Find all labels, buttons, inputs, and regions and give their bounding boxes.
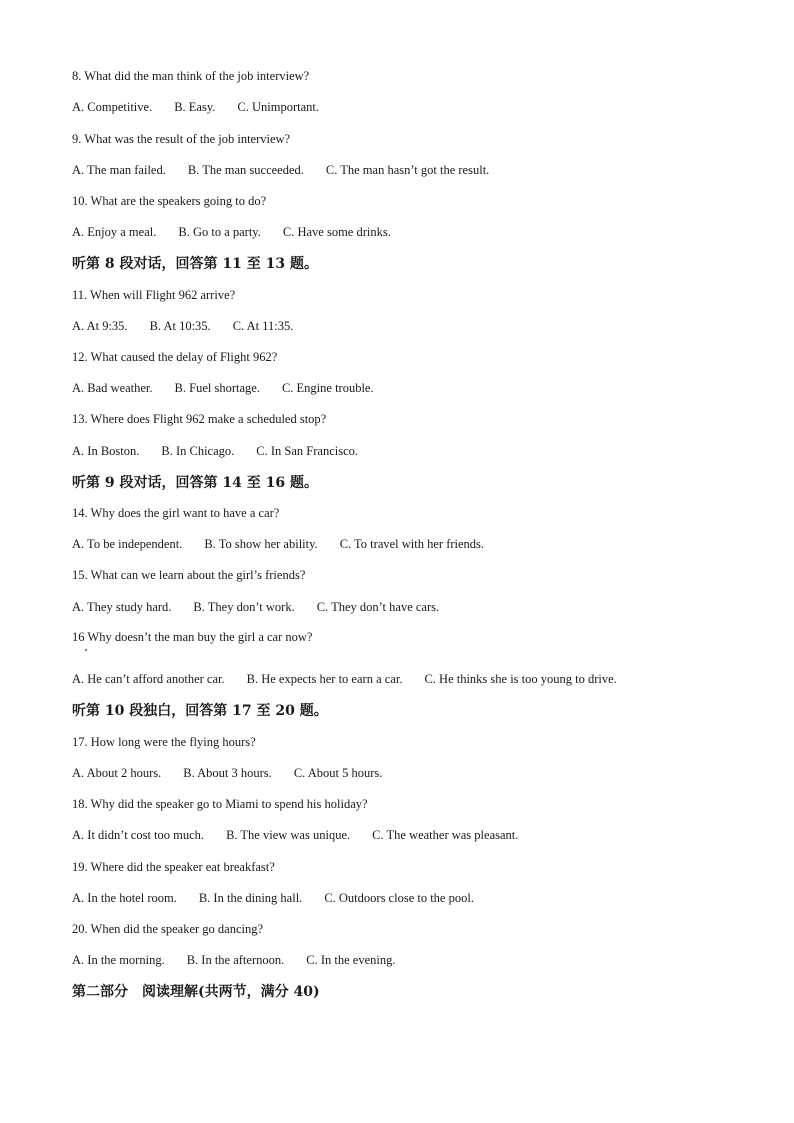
question-text: 19. Where did the speaker eat breakfast? bbox=[72, 860, 275, 874]
question-text: 16 Why doesn’t the man buy the girl a car now? bbox=[72, 630, 313, 644]
question-text: 17. How long were the flying hours? bbox=[72, 735, 256, 749]
answer-option: B. Fuel shortage. bbox=[174, 381, 260, 395]
answer-option: B. To show her ability. bbox=[204, 537, 318, 551]
question-text: 13. Where does Flight 962 make a scheduled stop? bbox=[72, 412, 327, 426]
answer-option: B. They don’t work. bbox=[193, 600, 295, 614]
section-heading: 听第 9 段对话，回答第 14 至 16 题。 bbox=[72, 475, 318, 491]
answer-option: A. In Boston. bbox=[72, 444, 140, 458]
answer-option: C. Unimportant. bbox=[237, 100, 319, 114]
answer-option: C. Engine trouble. bbox=[281, 381, 374, 395]
question-text: 9. What was the result of the job interview? bbox=[72, 132, 291, 146]
question-text: 18. Why did the speaker go to Miami to spend his holiday? bbox=[72, 797, 368, 811]
section-heading: 听第 10 段独白，回答第 17 至 20 题。 bbox=[72, 703, 328, 719]
question-text: 15. What can we learn about the girl’s friends? bbox=[72, 568, 306, 582]
answer-option: B. In Chicago. bbox=[161, 444, 235, 458]
answer-option: C. In San Francisco. bbox=[256, 444, 359, 458]
answer-option: B. About 3 hours. bbox=[183, 766, 272, 780]
question-text: 10. What are the speakers going to do? bbox=[72, 194, 267, 208]
section-heading: 第二部分 阅读理解(共两节，满分 40) bbox=[72, 984, 320, 1000]
question-text: 14. Why does the girl want to have a car? bbox=[72, 506, 280, 520]
answer-option: A. To be independent. bbox=[72, 537, 183, 551]
answer-option: B. He expects her to earn a car. bbox=[246, 672, 403, 686]
answer-options bbox=[72, 890, 474, 906]
answer-options bbox=[72, 162, 489, 178]
answer-option: A. Enjoy a meal. bbox=[72, 225, 157, 239]
answer-option: A. Bad weather. bbox=[72, 381, 153, 395]
answer-option: A. They study hard. bbox=[72, 600, 172, 614]
answer-option: C. Outdoors close to the pool. bbox=[324, 891, 474, 905]
answer-option: C. At 11:35. bbox=[232, 319, 294, 333]
answer-option: C. The man hasn’t got the result. bbox=[325, 163, 490, 177]
answer-option: C. In the evening. bbox=[306, 953, 396, 967]
answer-option: A. In the morning. bbox=[72, 953, 165, 967]
answer-options bbox=[72, 671, 617, 687]
answer-option: C. They don’t have cars. bbox=[316, 600, 440, 614]
answer-options bbox=[72, 765, 382, 781]
answer-option: B. In the afternoon. bbox=[186, 953, 285, 967]
answer-options bbox=[72, 380, 374, 396]
answer-options bbox=[72, 952, 395, 968]
answer-options bbox=[72, 318, 293, 334]
answer-options bbox=[72, 536, 484, 552]
answer-option: C. The weather was pleasant. bbox=[372, 828, 519, 842]
question-text: 8. What did the man think of the job interview? bbox=[72, 69, 310, 83]
answer-option: A. Competitive. bbox=[72, 100, 153, 114]
answer-option: A. It didn’t cost too much. bbox=[72, 828, 205, 842]
answer-options bbox=[72, 827, 518, 843]
answer-options bbox=[72, 224, 391, 240]
question-text: 12. What caused the delay of Flight 962? bbox=[72, 350, 278, 364]
answer-options bbox=[72, 599, 439, 615]
answer-option: A. At 9:35. bbox=[72, 319, 128, 333]
answer-option: A. In the hotel room. bbox=[72, 891, 177, 905]
answer-option: B. At 10:35. bbox=[149, 319, 211, 333]
answer-option: B. Go to a party. bbox=[178, 225, 261, 239]
answer-option: A. He can’t afford another car. bbox=[72, 672, 225, 686]
answer-option: A. About 2 hours. bbox=[72, 766, 162, 780]
stray-mark bbox=[85, 649, 87, 651]
answer-options bbox=[72, 443, 358, 459]
answer-option: C. Have some drinks. bbox=[282, 225, 391, 239]
answer-option: B. The view was unique. bbox=[226, 828, 351, 842]
section-heading: 听第 8 段对话，回答第 11 至 13 题。 bbox=[72, 256, 318, 272]
answer-options bbox=[72, 99, 319, 115]
answer-option: B. Easy. bbox=[174, 100, 216, 114]
answer-option: B. The man succeeded. bbox=[187, 163, 304, 177]
answer-option: B. In the dining hall. bbox=[198, 891, 303, 905]
answer-option: C. He thinks she is too young to drive. bbox=[424, 672, 617, 686]
answer-option: C. To travel with her friends. bbox=[339, 537, 485, 551]
answer-option: C. About 5 hours. bbox=[293, 766, 383, 780]
question-text: 11. When will Flight 962 arrive? bbox=[72, 288, 236, 302]
question-text: 20. When did the speaker go dancing? bbox=[72, 922, 264, 936]
answer-option: A. The man failed. bbox=[72, 163, 166, 177]
